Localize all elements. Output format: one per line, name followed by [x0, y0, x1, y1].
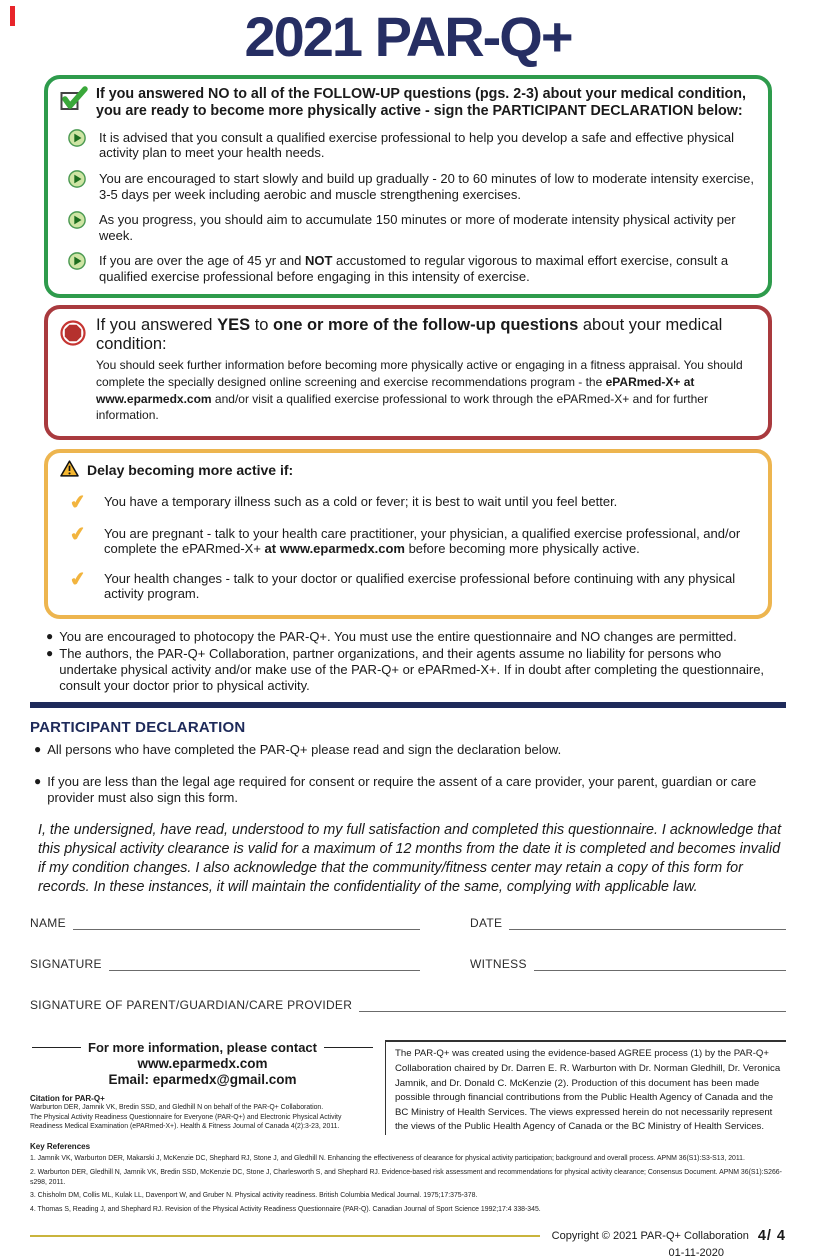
- date-input-line[interactable]: [509, 916, 786, 930]
- date-label: DATE: [470, 916, 503, 931]
- play-icon: [68, 129, 86, 152]
- rule-line: [324, 1047, 373, 1048]
- witness-input-line[interactable]: [534, 957, 786, 971]
- section-divider-bar: [30, 702, 786, 708]
- name-label: NAME: [30, 916, 66, 931]
- list-item: ✔ Your health changes - talk to your doctor or qualified exercise professional before continuing with any physical activity program.: [68, 568, 736, 602]
- page-title: 2021 PAR-Q+: [244, 5, 572, 68]
- reference-item: 1. Jamnik VK, Warburton DER, Makarski J, McKenzie DC, Shephard RJ, Stone J, and Gledhill N. Enhancing the effectiveness of clearance for physical activity participation; background and overall process. APNM 36(S1):S3-S13, 2011.: [30, 1155, 745, 1163]
- dot-bullet-icon: ●: [46, 629, 54, 644]
- copyright-text: Copyright © 2021 PAR-Q+ Collaboration: [551, 1229, 749, 1242]
- citation-heading: Citation for PAR-Q+: [30, 1094, 105, 1104]
- delay-section-heading: Delay becoming more active if:: [60, 460, 756, 480]
- list-item: ✔ You have a temporary illness such as a cold or fever; it is best to wait until you feel better.: [68, 490, 618, 514]
- gold-rule-line: [30, 1235, 540, 1238]
- red-section-heading: If you answered YES to one or more of the follow-up questions about your medical condition:: [60, 316, 756, 354]
- rule-line: [32, 1047, 81, 1048]
- scan-corner-mark: [10, 6, 15, 26]
- about-paragraph: The PAR-Q+ was created using the evidence-based AGREE process (1) by the PAR-Q+ Collaboration chaired by Dr. Darren E. R. Warburton with Dr. Norman Gledhill, Dr. Veronica Jamnik, and Dr. Donald C. McKenzie (2). Production of this document has been made possible through financial contributions from the Public Health Agency of Canada and the BC Ministry of Health Services. The views expressed herein do not necessarily represent the views of the Public Health Agency of Canada or the BC Ministry of Health Services.: [385, 1040, 786, 1134]
- list-item: ● All persons who have completed the PAR-Q+ please read and sign the declaration below.: [34, 742, 562, 758]
- website-link[interactable]: www.eparmedx.com: [137, 1056, 268, 1072]
- gold-check-icon: ✔: [68, 490, 88, 514]
- date-field: [470, 916, 786, 930]
- signature-input-line[interactable]: [109, 957, 420, 971]
- reference-item: 4. Thomas S, Reading J, and Shephard RJ. Revision of the Physical Activity Readiness Questionnaire (PAR-Q). Canadian Journal of Sport Science 1992;17:4 338-345.: [30, 1205, 541, 1213]
- gold-check-icon: ✔: [68, 568, 88, 592]
- delay-section: [44, 449, 772, 619]
- footer: [30, 1040, 786, 1134]
- parent-guardian-input-line[interactable]: [359, 998, 786, 1012]
- page-footer: [30, 1228, 786, 1259]
- footer-contact-block: [30, 1040, 375, 1134]
- reference-item: 2. Warburton DER, Gledhill N, Jamnik VK, Bredin SSD, McKenzie DC, Stone J, Charlesworth S, and Shephard RJ. Evidence-based risk assessment and recommendations for physical activity clearance; Consensus Document. APNM 36(S1):S266-s298, 2011.: [30, 1168, 782, 1186]
- checkbox-check-icon: [60, 86, 88, 117]
- page: [0, 4, 816, 1259]
- revision-date: 01-11-2020: [668, 1246, 724, 1259]
- name-input-line[interactable]: [73, 916, 420, 930]
- parent-guardian-label: SIGNATURE OF PARENT/GUARDIAN/CARE PROVIDER: [30, 998, 353, 1013]
- play-icon: [68, 170, 86, 193]
- declaration-paragraph: I, the undersigned, have read, understood to my full satisfaction and completed this questionnaire. I acknowledge that this physical activity clearance is valid for a maximum of 12 months from the date it is completed and becomes invalid if my condition changes. I also acknowledge that the community/fitness center may retain a copy of this form for records. In these instances, it will maintain the confidentiality of the same, complying with applicable law.: [38, 822, 782, 895]
- signature-label: SIGNATURE: [30, 957, 102, 972]
- page-number: 4/ 4: [757, 1227, 786, 1244]
- reference-item: 3. Chisholm DM, Collis ML, Kulak LL, Davenport W, and Gruber N. Physical activity readiness. British Columbia Medical Journal. 1975;17:375-378.: [30, 1192, 478, 1200]
- stop-icon: [60, 320, 86, 351]
- play-icon: [68, 252, 86, 275]
- email-link[interactable]: Email: eparmedx@gmail.com: [108, 1072, 297, 1088]
- name-field: [30, 916, 420, 930]
- no-answers-section: [44, 75, 772, 298]
- list-item: ● You are encouraged to photocopy the PAR-Q+. You must use the entire questionnaire and NO changes are permitted.: [46, 629, 737, 645]
- list-item: ● The authors, the PAR-Q+ Collaboration, partner organizations, and their agents assume no liability for persons who undertake physical activity and/or make use of the PAR-Q+ or ePARmed-X+. If in doubt after completing the questionnaire, consult your doctor prior to physical activity.: [46, 645, 765, 693]
- citation-text: Warburton DER, Jamnik VK, Bredin SSD, and Gledhill N on behalf of the PAR-Q+ Collaboration. The Physical Activity Readiness Questionnaire for Everyone (PAR-Q+) and Electronic Physical Activity Readiness Medical Examination (ePARmed-X+). Health & Fitness Journal of Canada 4(2):3-23, 2011.: [30, 1104, 342, 1131]
- list-item: ✔ You are pregnant - talk to your health care practitioner, your physician, a qualified exercise professional, and/or complete the ePARmed-X+ at www.eparmedx.com before becoming more physically active.: [68, 522, 741, 557]
- witness-field: [470, 957, 786, 971]
- signature-section: [30, 916, 786, 1012]
- green-section-heading: If you answered NO to all of the FOLLOW-UP questions (pgs. 2-3) about your medical condition, you are ready to become more physically active - sign the PARTICIPANT DECLARATION below:: [96, 86, 746, 119]
- yes-answers-section: [44, 305, 772, 439]
- general-notes: [46, 629, 770, 693]
- warning-icon: [60, 460, 79, 480]
- play-icon: [68, 211, 86, 234]
- list-item: It is advised that you consult a qualified exercise professional to help you develop a safe and effective physical activity plan to meet your health needs.: [60, 129, 756, 161]
- red-section-body: You should seek further information before becoming more physically active or engaging in a fitness appraisal. You should complete the specially designed online screening and exercise recommendations program - the ePARmed-X+ at www.eparmedx.com and/or visit a qualified exercise professional to work through the ePARmed-X+ and for further information.: [96, 358, 743, 423]
- contact-heading: For more information, please contact: [88, 1040, 317, 1056]
- participant-declaration-heading: PARTICIPANT DECLARATION: [30, 719, 246, 737]
- dot-bullet-icon: ●: [46, 645, 54, 660]
- key-references: [30, 1142, 786, 1215]
- list-item: You are encouraged to start slowly and build up gradually - 20 to 60 minutes of low to moderate intensity exercise, 3-5 days per week including aerobic and muscle strengthening exercises.: [60, 170, 756, 202]
- witness-label: WITNESS: [470, 957, 527, 972]
- dot-bullet-icon: ●: [34, 774, 42, 789]
- list-item: As you progress, you should aim to accumulate 150 minutes or more of moderate intensity physical activity per week.: [60, 211, 756, 243]
- list-item: ● If you are less than the legal age required for consent or require the assent of a care provider, your parent, guardian or care provider must also sign this form.: [34, 774, 757, 806]
- parent-guardian-field: [30, 998, 786, 1012]
- signature-field: [30, 957, 420, 971]
- gold-check-icon: ✔: [68, 522, 88, 546]
- dot-bullet-icon: ●: [34, 742, 42, 757]
- declaration-notes: [34, 742, 782, 806]
- key-references-heading: Key References: [30, 1141, 91, 1151]
- list-item: If you are over the age of 45 yr and NOT accustomed to regular vigorous to maximal effort exercise, consult a qualified exercise professional before engaging in this intensity of exercise.: [60, 252, 756, 284]
